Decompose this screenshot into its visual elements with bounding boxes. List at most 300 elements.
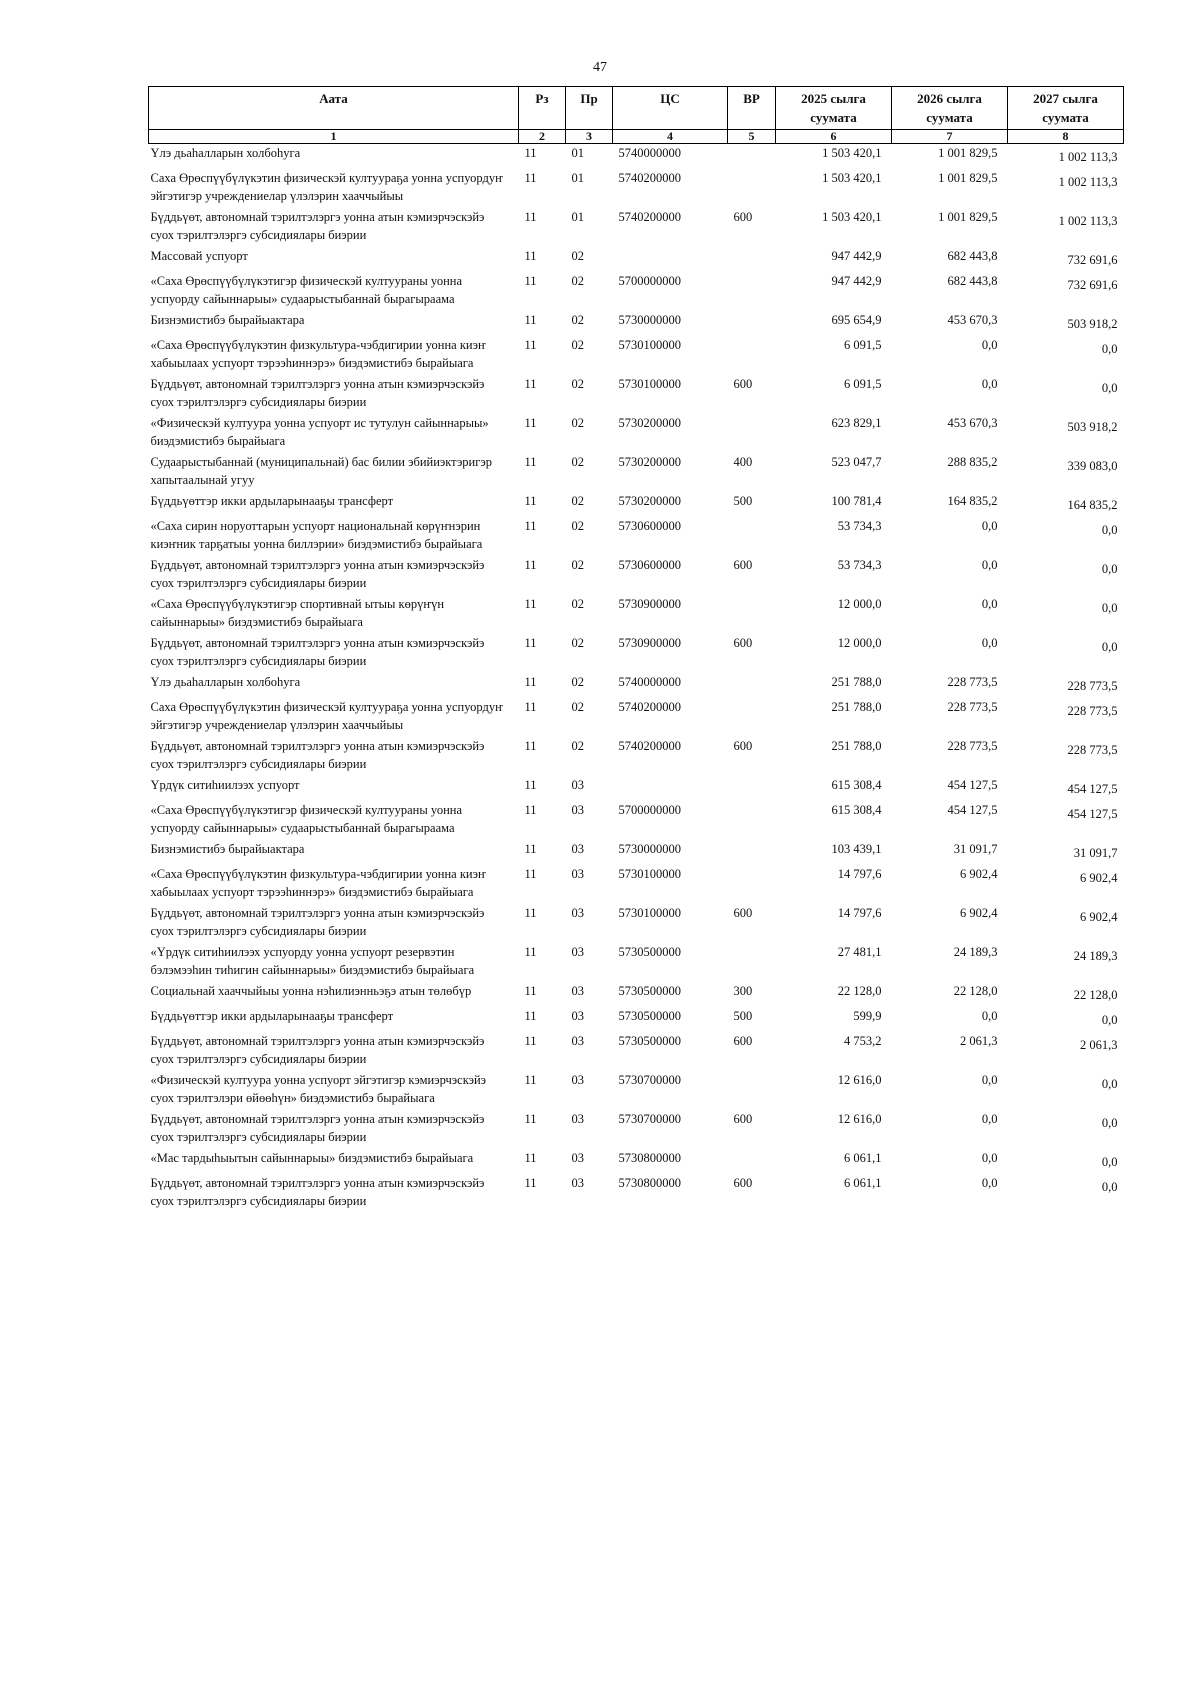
row-name: «Саха сирин норуоттарын успуорт национальнай көрүҥнэрин киэҥник тарҕатыы уонна биллэрии» биэдэмистибэ бырайыага — [150, 519, 483, 551]
header-number: 5 — [728, 130, 776, 144]
row-amount-2027: 22 128,0 — [1073, 988, 1118, 1002]
row-amount-2025: 12 616,0 — [837, 1112, 882, 1126]
row-amount-2025: 4 753,2 — [844, 1034, 882, 1048]
table-row — [149, 311, 1124, 336]
row-vr — [728, 336, 776, 375]
row-amount-2027: 31 091,7 — [1073, 846, 1118, 860]
row-pr: 02 — [571, 249, 584, 263]
row-amount-2026: 454 127,5 — [947, 803, 998, 817]
row-amount-2027: 6 902,4 — [1080, 871, 1118, 885]
row-amount-2025: 6 061,1 — [844, 1176, 882, 1190]
row-amount-2027: 228 773,5 — [1067, 704, 1118, 718]
row-amount-2026: 0,0 — [981, 1151, 998, 1165]
row-name: «Үрдүк ситиһиилээх успуорду уонна успуорт резервэтин бэлэмээһин тиһигин сайыннарыы» биэдэмистибэ бырайыага — [150, 945, 475, 977]
row-rz: 11 — [524, 700, 537, 714]
row-name: «Саха Өрөспүүбүлүкэтигэр физическэй култуураны уонна успуорду сайыннарыы» судаарыстыбаннай бырагыраама — [150, 274, 463, 306]
row-pr: 02 — [571, 597, 584, 611]
row-vr — [728, 776, 776, 801]
table-row — [149, 272, 1124, 311]
row-amount-2027: 732 691,6 — [1067, 253, 1118, 267]
row-pr: 03 — [571, 803, 584, 817]
row-amount-2026: 453 670,3 — [947, 313, 998, 327]
row-cs: 5730500000 — [618, 1009, 681, 1023]
budget-table — [148, 86, 1124, 1213]
row-cs: 5740000000 — [618, 146, 681, 160]
row-name: Үлэ дьаһалларын холбоһуга — [150, 146, 301, 160]
row-name: Үлэ дьаһалларын холбоһуга — [150, 675, 301, 689]
row-amount-2026: 0,0 — [981, 377, 998, 391]
row-vr: 400 — [733, 455, 753, 469]
row-amount-2025: 100 781,4 — [831, 494, 882, 508]
row-rz: 11 — [524, 675, 537, 689]
row-cs: 5740200000 — [618, 700, 681, 714]
row-amount-2025: 615 308,4 — [831, 778, 882, 792]
row-amount-2027: 503 918,2 — [1067, 420, 1118, 434]
row-pr: 02 — [571, 494, 584, 508]
row-vr: 600 — [733, 1112, 753, 1126]
table-row — [149, 336, 1124, 375]
row-amount-2025: 103 439,1 — [831, 842, 882, 856]
row-amount-2025: 251 788,0 — [831, 700, 882, 714]
row-amount-2027: 0,0 — [1101, 562, 1118, 576]
row-pr: 03 — [571, 1151, 584, 1165]
table-row — [149, 673, 1124, 698]
header-vr: ВР — [728, 87, 776, 130]
header-number: 6 — [776, 130, 892, 144]
row-amount-2026: 453 670,3 — [947, 416, 998, 430]
row-rz: 11 — [524, 945, 537, 959]
row-vr — [728, 517, 776, 556]
row-amount-2026: 6 902,4 — [960, 867, 998, 881]
row-vr: 600 — [733, 558, 753, 572]
row-amount-2027: 454 127,5 — [1067, 782, 1118, 796]
row-vr — [728, 698, 776, 737]
row-pr: 02 — [571, 416, 584, 430]
row-rz: 11 — [524, 867, 537, 881]
row-amount-2027: 2 061,3 — [1080, 1038, 1118, 1052]
row-vr: 500 — [733, 1009, 753, 1023]
row-vr — [728, 1071, 776, 1110]
row-pr: 03 — [571, 1009, 584, 1023]
row-rz: 11 — [524, 519, 537, 533]
row-name: «Саха Өрөспүүбүлүкэтин физкультура-чэбдигирии уонна киэҥ хабыылаах успуорт тэрээһиннэрэ» биэдэмистибэ бырайыага — [150, 867, 486, 899]
row-name: Бүддьүөттэр икки ардыларынааҕы трансферт — [150, 1009, 394, 1023]
row-cs: 5730800000 — [618, 1176, 681, 1190]
row-rz: 11 — [524, 1112, 537, 1126]
row-amount-2027: 0,0 — [1101, 342, 1118, 356]
row-amount-2026: 1 001 829,5 — [938, 146, 998, 160]
row-amount-2027: 164 835,2 — [1067, 498, 1118, 512]
row-name: Массовай успуорт — [150, 249, 248, 263]
row-vr — [728, 865, 776, 904]
row-pr: 03 — [571, 1034, 584, 1048]
row-amount-2025: 947 442,9 — [831, 274, 882, 288]
row-rz: 11 — [524, 842, 537, 856]
row-vr — [728, 144, 776, 170]
row-amount-2027: 0,0 — [1101, 640, 1118, 654]
table-row — [149, 943, 1124, 982]
row-amount-2027: 228 773,5 — [1067, 679, 1118, 693]
row-rz: 11 — [524, 1176, 537, 1190]
header-rz: Рз — [519, 87, 566, 130]
row-cs: 5730900000 — [618, 597, 681, 611]
row-cs: 5740200000 — [618, 210, 681, 224]
table-row — [149, 1032, 1124, 1071]
row-name: Судаарыстыбаннай (муниципальнай) бас билии эбийиэктэригэр хапытаалынай угуу — [150, 455, 492, 487]
row-rz: 11 — [524, 984, 537, 998]
row-pr: 01 — [571, 210, 584, 224]
row-cs: 5730200000 — [618, 416, 681, 430]
row-pr: 03 — [571, 867, 584, 881]
row-pr: 01 — [571, 146, 584, 160]
row-vr — [728, 272, 776, 311]
table-row — [149, 904, 1124, 943]
row-name: «Саха Өрөспүүбүлүкэтигэр спортивнай ытыы көрүҥүн сайыннарыы» биэдэмистибэ бырайыага — [150, 597, 445, 629]
header-2026: 2026 сылга суумата — [892, 87, 1008, 130]
row-rz: 11 — [524, 494, 537, 508]
row-pr: 02 — [571, 558, 584, 572]
row-name: «Саха Өрөспүүбүлүкэтин физкультура-чэбдигирии уонна киэҥ хабыылаах успуорт тэрээһиннэрэ» биэдэмистибэ бырайыага — [150, 338, 486, 370]
header-number: 1 — [149, 130, 519, 144]
row-amount-2026: 454 127,5 — [947, 778, 998, 792]
row-amount-2025: 1 503 420,1 — [822, 146, 882, 160]
row-amount-2027: 0,0 — [1101, 381, 1118, 395]
row-rz: 11 — [524, 906, 537, 920]
row-pr: 03 — [571, 945, 584, 959]
row-cs: 5730500000 — [618, 945, 681, 959]
row-pr: 02 — [571, 636, 584, 650]
table-row — [149, 453, 1124, 492]
row-vr: 600 — [733, 1034, 753, 1048]
row-amount-2027: 24 189,3 — [1073, 949, 1118, 963]
row-name: Бүддьүөт, автономнай тэрилтэлэргэ уонна атын кэмиэрчэскэйэ суох тэрилтэлэргэ субсидиялары биэрии — [150, 636, 485, 668]
row-vr: 600 — [733, 377, 753, 391]
row-pr: 02 — [571, 675, 584, 689]
table-row — [149, 634, 1124, 673]
row-amount-2026: 6 902,4 — [960, 906, 998, 920]
row-cs: 5730200000 — [618, 455, 681, 469]
row-cs: 5740200000 — [618, 739, 681, 753]
row-rz: 11 — [524, 210, 537, 224]
row-amount-2025: 14 797,6 — [837, 867, 882, 881]
row-name: Бизнэмистибэ бырайыактара — [150, 313, 305, 327]
row-amount-2025: 27 481,1 — [837, 945, 882, 959]
row-rz: 11 — [524, 338, 537, 352]
row-cs: 5730100000 — [618, 906, 681, 920]
row-amount-2025: 251 788,0 — [831, 739, 882, 753]
table-row — [149, 169, 1124, 208]
row-rz: 11 — [524, 171, 537, 185]
row-name: «Физическэй култуура уонна успуорт ис тутулун сайыннарыы» биэдэмистибэ бырайыага — [150, 416, 489, 448]
table-row — [149, 776, 1124, 801]
row-amount-2026: 682 443,8 — [947, 249, 998, 263]
table-row — [149, 1174, 1124, 1213]
row-amount-2025: 22 128,0 — [837, 984, 882, 998]
row-vr: 600 — [733, 906, 753, 920]
row-cs — [613, 247, 728, 272]
row-amount-2026: 682 443,8 — [947, 274, 998, 288]
row-rz: 11 — [524, 1034, 537, 1048]
row-rz: 11 — [524, 249, 537, 263]
row-amount-2026: 1 001 829,5 — [938, 171, 998, 185]
row-pr: 03 — [571, 778, 584, 792]
row-vr — [728, 414, 776, 453]
row-vr — [728, 311, 776, 336]
row-cs: 5700000000 — [618, 274, 681, 288]
row-rz: 11 — [524, 455, 537, 469]
row-pr: 02 — [571, 274, 584, 288]
table-row — [149, 801, 1124, 840]
row-cs: 5730100000 — [618, 338, 681, 352]
row-amount-2027: 0,0 — [1101, 1155, 1118, 1169]
table-row — [149, 492, 1124, 517]
row-amount-2025: 12 000,0 — [837, 597, 882, 611]
row-amount-2025: 523 047,7 — [831, 455, 882, 469]
row-amount-2026: 228 773,5 — [947, 700, 998, 714]
row-amount-2025: 1 503 420,1 — [822, 210, 882, 224]
row-pr: 02 — [571, 700, 584, 714]
row-cs: 5730700000 — [618, 1112, 681, 1126]
row-amount-2027: 339 083,0 — [1067, 459, 1118, 473]
row-pr: 02 — [571, 455, 584, 469]
row-pr: 03 — [571, 906, 584, 920]
row-name: «Мас тардыһыытын сайыннарыы» биэдэмистибэ бырайыага — [150, 1151, 474, 1165]
row-rz: 11 — [524, 558, 537, 572]
row-rz: 11 — [524, 1151, 537, 1165]
row-rz: 11 — [524, 274, 537, 288]
row-amount-2026: 0,0 — [981, 1176, 998, 1190]
row-pr: 02 — [571, 338, 584, 352]
header-number: 2 — [519, 130, 566, 144]
row-cs: 5730100000 — [618, 867, 681, 881]
row-vr — [728, 673, 776, 698]
row-amount-2027: 503 918,2 — [1067, 317, 1118, 331]
table-row — [149, 840, 1124, 865]
row-cs: 5730100000 — [618, 377, 681, 391]
table-row — [149, 247, 1124, 272]
row-amount-2026: 0,0 — [981, 1009, 998, 1023]
table-row — [149, 865, 1124, 904]
header-2025: 2025 сылга суумата — [776, 87, 892, 130]
row-pr: 03 — [571, 1112, 584, 1126]
row-amount-2026: 288 835,2 — [947, 455, 998, 469]
header-number-row — [149, 130, 1124, 144]
row-vr: 500 — [733, 494, 753, 508]
row-cs — [613, 776, 728, 801]
row-amount-2026: 0,0 — [981, 636, 998, 650]
row-amount-2025: 6 091,5 — [844, 377, 882, 391]
row-cs: 5730600000 — [618, 519, 681, 533]
row-rz: 11 — [524, 313, 537, 327]
table-row — [149, 1149, 1124, 1174]
row-name: Бүддьүөттэр икки ардыларынааҕы трансферт — [150, 494, 394, 508]
table-row — [149, 1007, 1124, 1032]
page-number: 47 — [593, 60, 607, 75]
table-row — [149, 595, 1124, 634]
row-amount-2025: 695 654,9 — [831, 313, 882, 327]
row-vr — [728, 1149, 776, 1174]
row-amount-2025: 251 788,0 — [831, 675, 882, 689]
row-amount-2025: 12 616,0 — [837, 1073, 882, 1087]
row-rz: 11 — [524, 803, 537, 817]
row-amount-2027: 0,0 — [1101, 1116, 1118, 1130]
row-cs: 5730200000 — [618, 494, 681, 508]
row-amount-2026: 0,0 — [981, 597, 998, 611]
row-amount-2026: 2 061,3 — [960, 1034, 998, 1048]
row-vr — [728, 247, 776, 272]
row-name: «Физическэй култуура уонна успуорт эйгэтигэр кэмиэрчэскэйэ суох тэрилтэлэри өйөөһүн» биэдэмистибэ бырайыага — [150, 1073, 487, 1105]
row-vr: 600 — [733, 636, 753, 650]
row-amount-2025: 14 797,6 — [837, 906, 882, 920]
row-vr — [728, 595, 776, 634]
row-cs: 5730000000 — [618, 842, 681, 856]
row-rz: 11 — [524, 1073, 537, 1087]
table-body — [149, 144, 1124, 1214]
row-amount-2025: 12 000,0 — [837, 636, 882, 650]
row-cs: 5730500000 — [618, 1034, 681, 1048]
header-row — [149, 87, 1124, 130]
row-name: Саха Өрөспүүбүлүкэтин физическэй култуураҕа уонна успуордуҥ эйгэтигэр учреждениелар үлэлэрин хааччыйыы — [150, 171, 503, 203]
row-pr: 02 — [571, 377, 584, 391]
row-amount-2027: 1 002 113,3 — [1058, 175, 1118, 189]
row-name: Бүддьүөт, автономнай тэрилтэлэргэ уонна атын кэмиэрчэскэйэ суох тэрилтэлэргэ субсидиялары биэрии — [150, 210, 485, 242]
row-amount-2026: 1 001 829,5 — [938, 210, 998, 224]
table-row — [149, 1071, 1124, 1110]
row-amount-2026: 0,0 — [981, 558, 998, 572]
row-name: Бүддьүөт, автономнай тэрилтэлэргэ уонна атын кэмиэрчэскэйэ суох тэрилтэлэргэ субсидиялары биэрии — [150, 906, 485, 938]
row-amount-2027: 454 127,5 — [1067, 807, 1118, 821]
row-amount-2025: 599,9 — [853, 1009, 882, 1023]
row-vr — [728, 943, 776, 982]
row-pr: 02 — [571, 519, 584, 533]
row-cs: 5730000000 — [618, 313, 681, 327]
row-amount-2026: 228 773,5 — [947, 739, 998, 753]
row-name: Бизнэмистибэ бырайыактара — [150, 842, 305, 856]
row-amount-2027: 1 002 113,3 — [1058, 214, 1118, 228]
table-row — [149, 982, 1124, 1007]
row-amount-2027: 0,0 — [1101, 1180, 1118, 1194]
row-cs: 5730600000 — [618, 558, 681, 572]
table-row — [149, 208, 1124, 247]
row-pr: 03 — [571, 842, 584, 856]
row-name: Үрдүк ситиһиилээх успуорт — [150, 778, 300, 792]
row-rz: 11 — [524, 377, 537, 391]
table-row — [149, 375, 1124, 414]
row-pr: 01 — [571, 171, 584, 185]
row-rz: 11 — [524, 739, 537, 753]
header-pr: Пр — [566, 87, 613, 130]
row-vr: 600 — [733, 210, 753, 224]
row-amount-2026: 164 835,2 — [947, 494, 998, 508]
row-pr: 03 — [571, 1176, 584, 1190]
row-amount-2025: 6 091,5 — [844, 338, 882, 352]
header-number: 3 — [566, 130, 613, 144]
row-pr: 02 — [571, 313, 584, 327]
table-row — [149, 144, 1124, 170]
row-amount-2026: 0,0 — [981, 338, 998, 352]
row-cs: 5740000000 — [618, 675, 681, 689]
row-amount-2025: 1 503 420,1 — [822, 171, 882, 185]
row-vr: 600 — [733, 739, 753, 753]
row-rz: 11 — [524, 597, 537, 611]
row-rz: 11 — [524, 146, 537, 160]
row-amount-2027: 1 002 113,3 — [1058, 150, 1118, 164]
row-name: Бүддьүөт, автономнай тэрилтэлэргэ уонна атын кэмиэрчэскэйэ суох тэрилтэлэргэ субсидиялары биэрии — [150, 739, 485, 771]
row-vr — [728, 801, 776, 840]
row-amount-2027: 0,0 — [1101, 601, 1118, 615]
row-amount-2025: 53 734,3 — [837, 519, 882, 533]
row-amount-2025: 947 442,9 — [831, 249, 882, 263]
row-amount-2027: 228 773,5 — [1067, 743, 1118, 757]
row-pr: 03 — [571, 1073, 584, 1087]
header-number: 4 — [613, 130, 728, 144]
table-row — [149, 698, 1124, 737]
table-row — [149, 737, 1124, 776]
row-name: Бүддьүөт, автономнай тэрилтэлэргэ уонна атын кэмиэрчэскэйэ суох тэрилтэлэргэ субсидиялары биэрии — [150, 377, 485, 409]
table-row — [149, 1110, 1124, 1149]
header-2027: 2027 сылга суумата — [1008, 87, 1124, 130]
row-amount-2027: 6 902,4 — [1080, 910, 1118, 924]
row-name: Бүддьүөт, автономнай тэрилтэлэргэ уонна атын кэмиэрчэскэйэ суох тэрилтэлэргэ субсидиялары биэрии — [150, 558, 485, 590]
row-amount-2026: 0,0 — [981, 519, 998, 533]
row-vr — [728, 169, 776, 208]
row-vr — [728, 840, 776, 865]
row-amount-2026: 24 189,3 — [953, 945, 998, 959]
row-rz: 11 — [524, 778, 537, 792]
row-amount-2026: 22 128,0 — [953, 984, 998, 998]
row-name: Социальнай хааччыйыы уонна нэһилиэнньэҕэ атын төлөбүр — [150, 984, 472, 998]
row-name: Саха Өрөспүүбүлүкэтин физическэй култуураҕа уонна успуордуҥ эйгэтигэр учреждениелар үлэлэрин хааччыйыы — [150, 700, 503, 732]
row-amount-2025: 623 829,1 — [831, 416, 882, 430]
row-name: Бүддьүөт, автономнай тэрилтэлэргэ уонна атын кэмиэрчэскэйэ суох тэрилтэлэргэ субсидиялары биэрии — [150, 1176, 485, 1208]
row-vr: 600 — [733, 1176, 753, 1190]
header-cs: ЦС — [613, 87, 728, 130]
row-pr: 03 — [571, 984, 584, 998]
row-amount-2026: 228 773,5 — [947, 675, 998, 689]
row-cs: 5730500000 — [618, 984, 681, 998]
row-amount-2026: 31 091,7 — [953, 842, 998, 856]
header-name: Аата — [149, 87, 519, 130]
row-vr: 300 — [733, 984, 753, 998]
row-amount-2025: 6 061,1 — [844, 1151, 882, 1165]
row-cs: 5730700000 — [618, 1073, 681, 1087]
row-amount-2027: 0,0 — [1101, 1077, 1118, 1091]
row-amount-2025: 53 734,3 — [837, 558, 882, 572]
row-amount-2027: 0,0 — [1101, 523, 1118, 537]
table-row — [149, 556, 1124, 595]
row-amount-2026: 0,0 — [981, 1112, 998, 1126]
row-rz: 11 — [524, 636, 537, 650]
row-rz: 11 — [524, 416, 537, 430]
row-amount-2026: 0,0 — [981, 1073, 998, 1087]
row-name: Бүддьүөт, автономнай тэрилтэлэргэ уонна атын кэмиэрчэскэйэ суох тэрилтэлэргэ субсидиялары биэрии — [150, 1034, 485, 1066]
header-number: 8 — [1008, 130, 1124, 144]
row-amount-2027: 732 691,6 — [1067, 278, 1118, 292]
table-row — [149, 414, 1124, 453]
header-number: 7 — [892, 130, 1008, 144]
row-cs: 5700000000 — [618, 803, 681, 817]
row-amount-2027: 0,0 — [1101, 1013, 1118, 1027]
table-row — [149, 517, 1124, 556]
row-cs: 5740200000 — [618, 171, 681, 185]
row-pr: 02 — [571, 739, 584, 753]
row-cs: 5730900000 — [618, 636, 681, 650]
row-name: «Саха Өрөспүүбүлүкэтигэр физическэй култуураны уонна успуорду сайыннарыы» судаарыстыбаннай бырагыраама — [150, 803, 463, 835]
row-amount-2025: 615 308,4 — [831, 803, 882, 817]
row-cs: 5730800000 — [618, 1151, 681, 1165]
row-name: Бүддьүөт, автономнай тэрилтэлэргэ уонна атын кэмиэрчэскэйэ суох тэрилтэлэргэ субсидиялары биэрии — [150, 1112, 485, 1144]
row-rz: 11 — [524, 1009, 537, 1023]
